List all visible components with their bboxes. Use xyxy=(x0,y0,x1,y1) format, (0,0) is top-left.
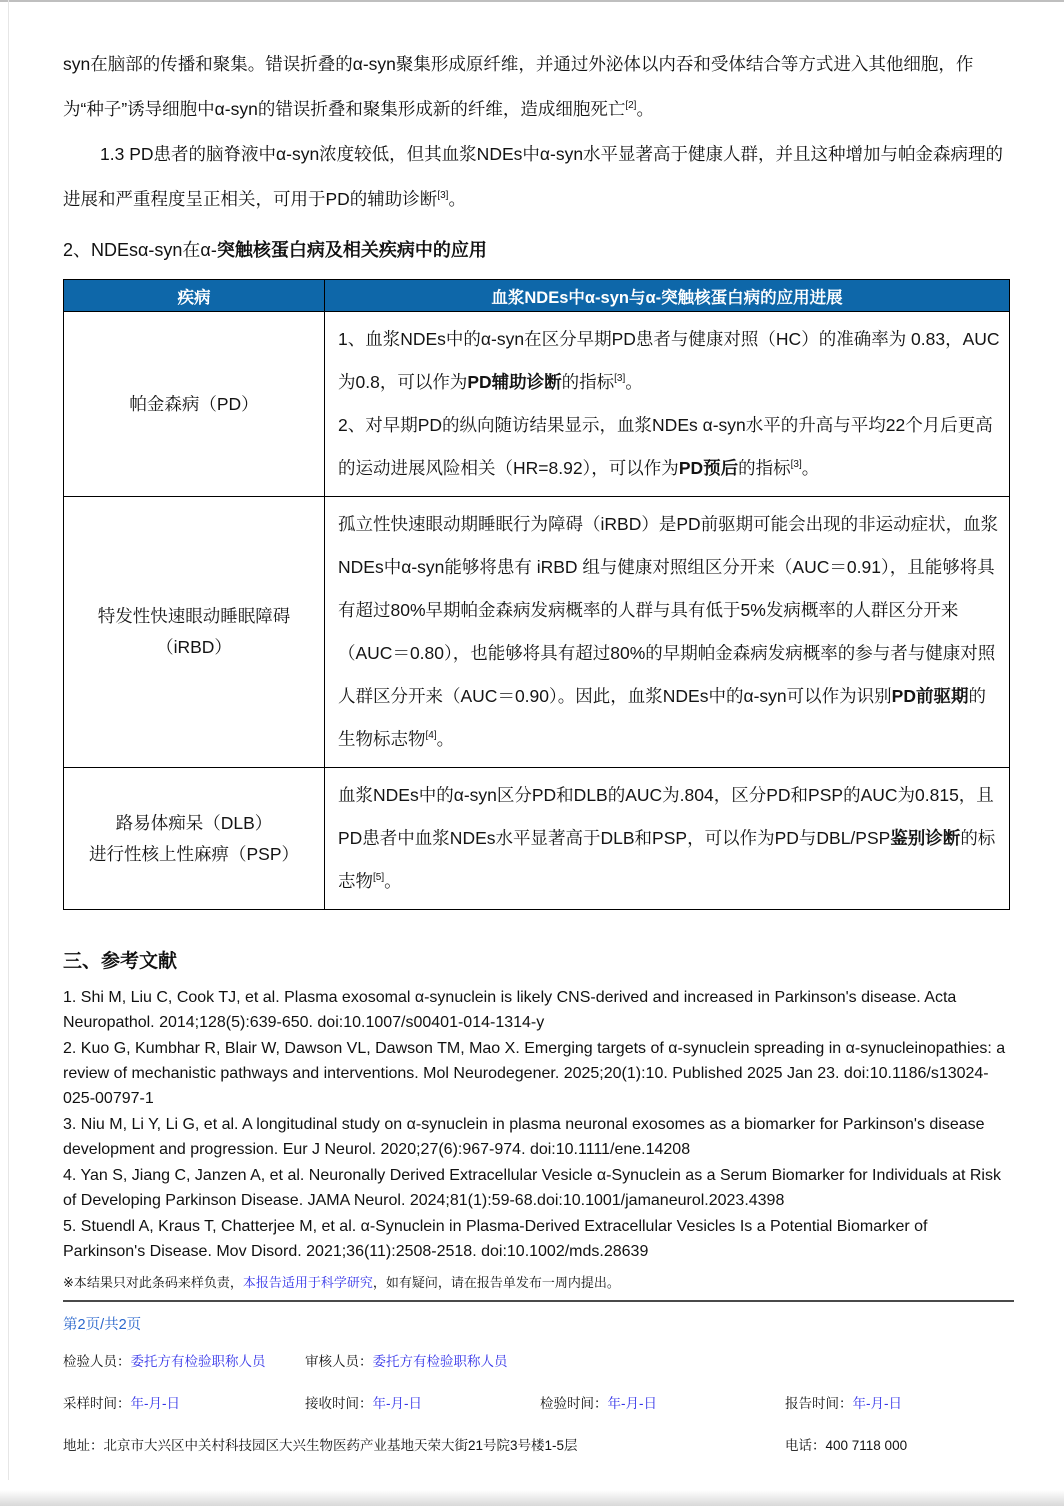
pd-point-2-bold: PD预后 xyxy=(678,458,739,478)
reviewer-label: 审核人员： xyxy=(305,1354,373,1369)
pd-point-2-end: 。 xyxy=(801,458,820,478)
reference-item-3: 3. Niu M, Li Y, Li G, et al. A longitudinal study on α-synuclein in plasma neuronal exosomes as a biomarker for Parkinson's disease development and progression. Eur J Neurol. 2020;27(6):967-974. doi:10.1111/ene.14208 xyxy=(63,1116,985,1158)
intro-paragraph-1-text: syn在脑部的传播和聚集。错误折叠的α-syn聚集形成原纤维，并通过外泌体以内吞和受体结合等方式进入其他细胞，作为“种子”诱导细胞中α-syn的错误折叠和聚集形成新的纤维，造成细胞死亡 xyxy=(63,54,974,119)
receiving-time-field xyxy=(305,1392,540,1412)
table-header-progress: 血浆NDEs中α-syn与α-突触核蛋白病的应用进展 xyxy=(325,280,1010,312)
citation-ref-3: [3] xyxy=(790,459,802,471)
science-use-link[interactable]: 本报告适用于科学研究 xyxy=(242,1275,373,1290)
testing-time-field xyxy=(540,1392,785,1412)
pd-point-2 xyxy=(338,404,1001,490)
receiving-time-label: 接收时间： xyxy=(305,1396,373,1411)
dlb-psp-point-1-bold: 鉴别诊断 xyxy=(890,828,961,848)
table-row-irbd xyxy=(64,497,1010,768)
pd-point-2-after: 的指标 xyxy=(738,458,791,478)
pd-point-1 xyxy=(338,318,1001,404)
section-2-heading-prefix: 2、NDEsα-syn在α- xyxy=(63,240,217,260)
irbd-point-1-text: 孤立性快速眼动期睡眠行为障碍（iRBD）是PD前驱期可能会出现的非运动症状，血浆NDEs中α-syn能够将患有 iRBD 组与健康对照组区分开来（AUC＝0.91），且能够将具有超过80%早期帕金森病发病概率的人群与具有低于5%发病概率的人群区分开来（AUC＝0.80），也能够将具有超过80%的早期帕金森病发病概率的参与者与健康对照人群区分开来（AUC＝0.90）。因此，血浆NDEs中的α-syn可以作为识别 xyxy=(338,514,999,706)
pd-point-1-end: 。 xyxy=(625,372,643,392)
footer-divider xyxy=(63,1300,1014,1302)
dlb-psp-point-1-end: 。 xyxy=(384,871,402,891)
detail-cell-irbd xyxy=(325,497,1010,768)
disease-dlb-line: 路易体痴呆（DLB） xyxy=(115,812,273,833)
testing-time-label: 检验时间： xyxy=(540,1396,608,1411)
phone-field xyxy=(785,1434,1014,1454)
reviewer-field xyxy=(305,1350,1014,1370)
disease-irbd-line2: （iRBD） xyxy=(156,637,232,657)
references-heading: 三、参考文献 xyxy=(63,951,178,972)
citation-ref-3: [3] xyxy=(437,190,449,202)
testing-time-value: 年-月-日 xyxy=(607,1396,657,1411)
disease-psp-line: 进行性核上性麻痹（PSP） xyxy=(88,843,300,864)
address-field xyxy=(63,1434,785,1454)
phone-label: 电话： xyxy=(785,1438,826,1453)
disclaimer-suffix: ，如有疑问，请在报告单发布一周内提出。 xyxy=(372,1275,620,1290)
reference-item-2: 2. Kuo G, Kumbhar R, Blair W, Dawson VL, Dawson TM, Mao X. Emerging targets of α-synuclein spreading in α-synucleinopathies: a review of mechanistic pathways and interventions. Mol Neurodegener. 2025;20(1):10. Published 2025 Jan 23. doi:10.1186/s13024-025-00797-1 xyxy=(63,1040,1006,1107)
disease-cell-pd: 帕金森病（PD） xyxy=(64,312,325,497)
citation-ref-2: [2] xyxy=(625,100,637,112)
irbd-point-1-bold: PD前驱期 xyxy=(891,686,969,706)
pd-point-1-text: 1、血浆NDEs中的α-syn在区分早期PD患者与健康对照（HC）的准确率为 0.83，AUC为0.8，可以作为 xyxy=(338,329,1000,392)
table-header-disease: 疾病 xyxy=(64,280,325,312)
receiving-time-value: 年-月-日 xyxy=(372,1396,422,1411)
report-time-label: 报告时间： xyxy=(785,1396,853,1411)
page-bottom-shadow xyxy=(0,1490,1064,1506)
inspector-label: 检验人员： xyxy=(63,1354,131,1369)
section-2-heading-bold: 突触核蛋白病及相关疾病中的应用 xyxy=(216,240,487,260)
table-row-pd xyxy=(64,312,1010,497)
page-left-edge xyxy=(8,0,9,1480)
application-table xyxy=(63,279,1010,910)
detail-cell-pd xyxy=(325,312,1010,497)
intro-paragraph-2 xyxy=(63,132,1010,222)
disease-cell-irbd xyxy=(64,497,325,768)
page-number: 第2页/共2页 xyxy=(63,1317,142,1333)
sampling-time-value: 年-月-日 xyxy=(130,1396,180,1411)
irbd-point-1-end: 。 xyxy=(436,729,455,749)
detail-cell-dlb-psp xyxy=(325,768,1010,910)
reviewer-value: 委托方有检验职称人员 xyxy=(372,1354,508,1369)
pd-point-1-bold: PD辅助诊断 xyxy=(467,372,562,392)
sampling-time-field xyxy=(63,1392,305,1412)
citation-ref-3: [3] xyxy=(614,373,626,385)
table-header-row xyxy=(64,280,1010,312)
dlb-psp-point-1-after: 的标志物 xyxy=(338,828,996,891)
intro-paragraph-2-end: 。 xyxy=(448,189,466,209)
dlb-psp-point-1 xyxy=(338,774,1001,903)
table-row-dlb-psp xyxy=(64,768,1010,910)
intro-paragraph-1 xyxy=(63,42,1010,132)
irbd-point-1-after: 的生物标志物 xyxy=(338,686,986,749)
personnel-row xyxy=(63,1350,1014,1370)
pd-point-1-after: 的指标 xyxy=(561,372,615,392)
address-value: 北京市大兴区中关村科技园区大兴生物医药产业基地天荣大街21号院3号楼1-5层 xyxy=(103,1438,578,1453)
disclaimer-note xyxy=(63,1272,1014,1291)
disease-cell-dlb-psp xyxy=(64,768,325,910)
intro-paragraph-1-end: 。 xyxy=(636,99,654,119)
address-row xyxy=(63,1434,1014,1454)
reference-item-5: 5. Stuendl A, Kraus T, Chatterjee M, et al. α-Synuclein in Plasma-Derived Extracellular Vesicles Is a Potential Biomarker of Parkinson's Disease. Mov Disord. 2021;36(11):2508-2518. doi:10.1002/mds.28639 xyxy=(63,1218,928,1260)
report-time-value: 年-月-日 xyxy=(852,1396,902,1411)
report-footer xyxy=(63,1272,1014,1454)
sampling-time-label: 采样时间： xyxy=(63,1396,131,1411)
section-2-heading xyxy=(63,236,1010,262)
pd-point-2-text: 2、对早期PD的纵向随访结果显示，血浆NDEs α-syn水平的升高与平均22个月后更高的运动进展风险相关（HR=8.92），可以作为 xyxy=(338,415,993,478)
citation-ref-5: [5] xyxy=(373,872,385,884)
report-time-field xyxy=(785,1392,1014,1412)
reference-item-1: 1. Shi M, Liu C, Cook TJ, et al. Plasma exosomal α-synuclein is likely CNS-derived and increased in Parkinson's disease. Acta Neuropathol. 2014;128(5):639-650. doi:10.1007/s00401-014-1314-y xyxy=(63,989,957,1031)
inspector-field xyxy=(63,1350,305,1370)
citation-ref-4: [4] xyxy=(425,730,437,742)
irbd-point-1 xyxy=(338,503,1001,761)
page-top-edge xyxy=(0,0,1064,2)
address-label: 地址： xyxy=(63,1438,104,1453)
phone-value: 400 7118 000 xyxy=(825,1438,908,1453)
disclaimer-prefix: ※本结果只对此条码来样负责， xyxy=(63,1275,243,1290)
inspector-value: 委托方有检验职称人员 xyxy=(130,1354,266,1369)
intro-paragraph-2-text: 1.3 PD患者的脑脊液中α-syn浓度较低，但其血浆NDEs中α-syn水平显著高于健康人群，并且这种增加与帕金森病理的进展和严重程度呈正相关，可用于PD的辅助诊断 xyxy=(63,144,1004,209)
dlb-psp-point-1-text: 血浆NDEs中的α-syn区分PD和DLB的AUC为.804，区分PD和PSP的AUC为0.815，且PD患者中血浆NDEs水平显著高于DLB和PSP，可以作为PD与DBL/PSP xyxy=(338,785,994,848)
reference-item-4: 4. Yan S, Jiang C, Janzen A, et al. Neuronally Derived Extracellular Vesicle α-Synuclein as a Serum Biomarker for Individuals at Risk of Developing Parkinson Disease. JAMA Neurol. 2024;81(1):59-68.doi:10.1001/jamaneurol.2023.4398 xyxy=(63,1167,1001,1209)
times-row xyxy=(63,1392,1014,1412)
disease-irbd-line1: 特发性快速眼动睡眠障碍 xyxy=(97,606,291,626)
